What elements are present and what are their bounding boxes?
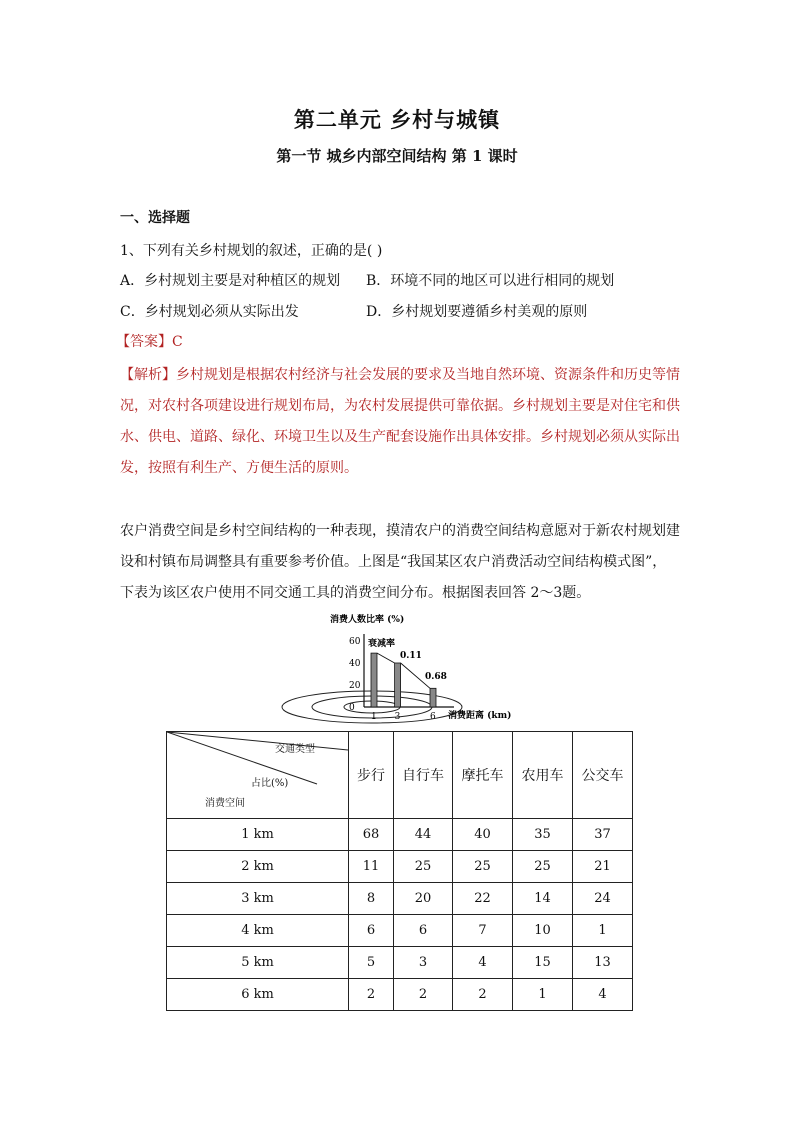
table-row: [167, 851, 633, 883]
lesson-subtitle: 第一节 城乡内部空间结构 第 1 课时: [276, 147, 518, 165]
row-label: 2 km: [167, 851, 349, 883]
table-cell: 4: [453, 947, 513, 979]
answer: 【答案】C: [116, 334, 183, 350]
table-cell: 13: [573, 947, 633, 979]
option-a: A．乡村规划主要是对种植区的规划: [120, 273, 341, 289]
col-header-farm-vehicle: 农用车: [513, 732, 573, 819]
y-tick-60: 60: [349, 637, 361, 647]
table-cell: 35: [513, 819, 573, 851]
table-cell: 6: [349, 915, 394, 947]
corner-label-space: 消费空间: [205, 798, 245, 809]
option-c: C．乡村规划必须从实际出发: [120, 304, 299, 320]
col-header-bicycle: 自行车: [394, 732, 453, 819]
decay-rate-label: 衰减率: [368, 639, 396, 649]
table-cell: 2: [453, 979, 513, 1011]
table-cell: 25: [453, 851, 513, 883]
row-label: 3 km: [167, 883, 349, 915]
y-tick-0: 0: [349, 703, 355, 713]
y-tick-20: 20: [349, 681, 361, 691]
table-row: [167, 883, 633, 915]
y-axis-label: 消费人数比率 (%): [330, 615, 405, 625]
x-tick-labels: [371, 712, 436, 722]
table-row: [167, 915, 633, 947]
intro-paragraph: 农户消费空间是乡村空间结构的一种表现，摸清农户的消费空间结构意愿对于新农村规划建设和村镇布局调整具有重要参考价值。上图是“我国某区农户消费活动空间结构模式图”，下表为该区农户使用不同交通工具的消费空间分布。根据图表回答 2～3题。: [120, 523, 680, 601]
decay-rate-1: 0.11: [400, 651, 422, 661]
y-tick-40: 40: [349, 659, 361, 669]
table-cell: 25: [394, 851, 453, 883]
corner-label-share: 占比(%): [251, 778, 289, 789]
section-heading: 一、选择题: [120, 210, 190, 226]
option-d: D．乡村规划要遵循乡村美观的原则: [366, 304, 588, 320]
table-cell: 15: [513, 947, 573, 979]
bar-1km: [371, 653, 377, 707]
table-cell: 3: [394, 947, 453, 979]
col-header-walk: 步行: [349, 732, 394, 819]
table-cell: 21: [573, 851, 633, 883]
col-header-motorcycle: 摩托车: [453, 732, 513, 819]
unit-title: 第二单元 乡村与城镇: [293, 107, 501, 132]
analysis: [120, 360, 680, 484]
row-label: 1 km: [167, 819, 349, 851]
table-row: [167, 819, 633, 851]
decay-rate-2: 0.68: [425, 672, 447, 682]
row-label: 6 km: [167, 979, 349, 1011]
table-row: [167, 947, 633, 979]
corner-diagonal: [167, 732, 348, 818]
analysis-text: 乡村规划是根据农村经济与社会发展的要求及当地自然环境、资源条件和历史等情况，对农村各项建设进行规划布局，为农村发展提供可靠依据。乡村规划主要是对住宅和供水、供电、道路、绿化、环境卫生以及生产配套设施作出具体安排。乡村规划必须从实际出发，按照有利生产、方便生活的原则。: [120, 367, 680, 476]
x-tick-6: 6: [430, 712, 436, 722]
analysis-label: 【解析】: [120, 367, 176, 383]
table-cell: 20: [394, 883, 453, 915]
table-cell: 14: [513, 883, 573, 915]
table-cell: 37: [573, 819, 633, 851]
table-header-row: [167, 732, 633, 819]
table-cell: 11: [349, 851, 394, 883]
table-cell: 24: [573, 883, 633, 915]
table-cell: 5: [349, 947, 394, 979]
table-cell: 44: [394, 819, 453, 851]
transport-consumption-table: [166, 731, 633, 1011]
bar-6km: [430, 688, 436, 707]
question-1-stem: 1、下列有关乡村规划的叙述，正确的是( ): [120, 243, 383, 259]
table-cell: 6: [394, 915, 453, 947]
table-cell: 4: [573, 979, 633, 1011]
table-cell: 22: [453, 883, 513, 915]
decay-line-1: [377, 653, 395, 663]
x-tick-3: 3: [394, 712, 401, 722]
col-header-bus: 公交车: [573, 732, 633, 819]
corner-label-transport: 交通类型: [275, 744, 315, 755]
consumption-space-chart: [278, 608, 518, 724]
table-cell: 7: [453, 915, 513, 947]
row-label: 5 km: [167, 947, 349, 979]
table-cell: 2: [349, 979, 394, 1011]
x-axis-label: 消费距离 (km): [448, 711, 512, 721]
table-cell: 40: [453, 819, 513, 851]
table-cell: 68: [349, 819, 394, 851]
row-label: 4 km: [167, 915, 349, 947]
table-cell: 8: [349, 883, 394, 915]
table-row: [167, 979, 633, 1011]
option-b: B．环境不同的地区可以进行相同的规划: [366, 273, 615, 289]
table-cell: 10: [513, 915, 573, 947]
table-cell: 25: [513, 851, 573, 883]
table-corner-cell: [167, 732, 349, 819]
bar-3km: [395, 663, 401, 707]
table-cell: 1: [513, 979, 573, 1011]
table-cell: 1: [573, 915, 633, 947]
x-tick-1: 1: [371, 712, 377, 722]
table-cell: 2: [394, 979, 453, 1011]
